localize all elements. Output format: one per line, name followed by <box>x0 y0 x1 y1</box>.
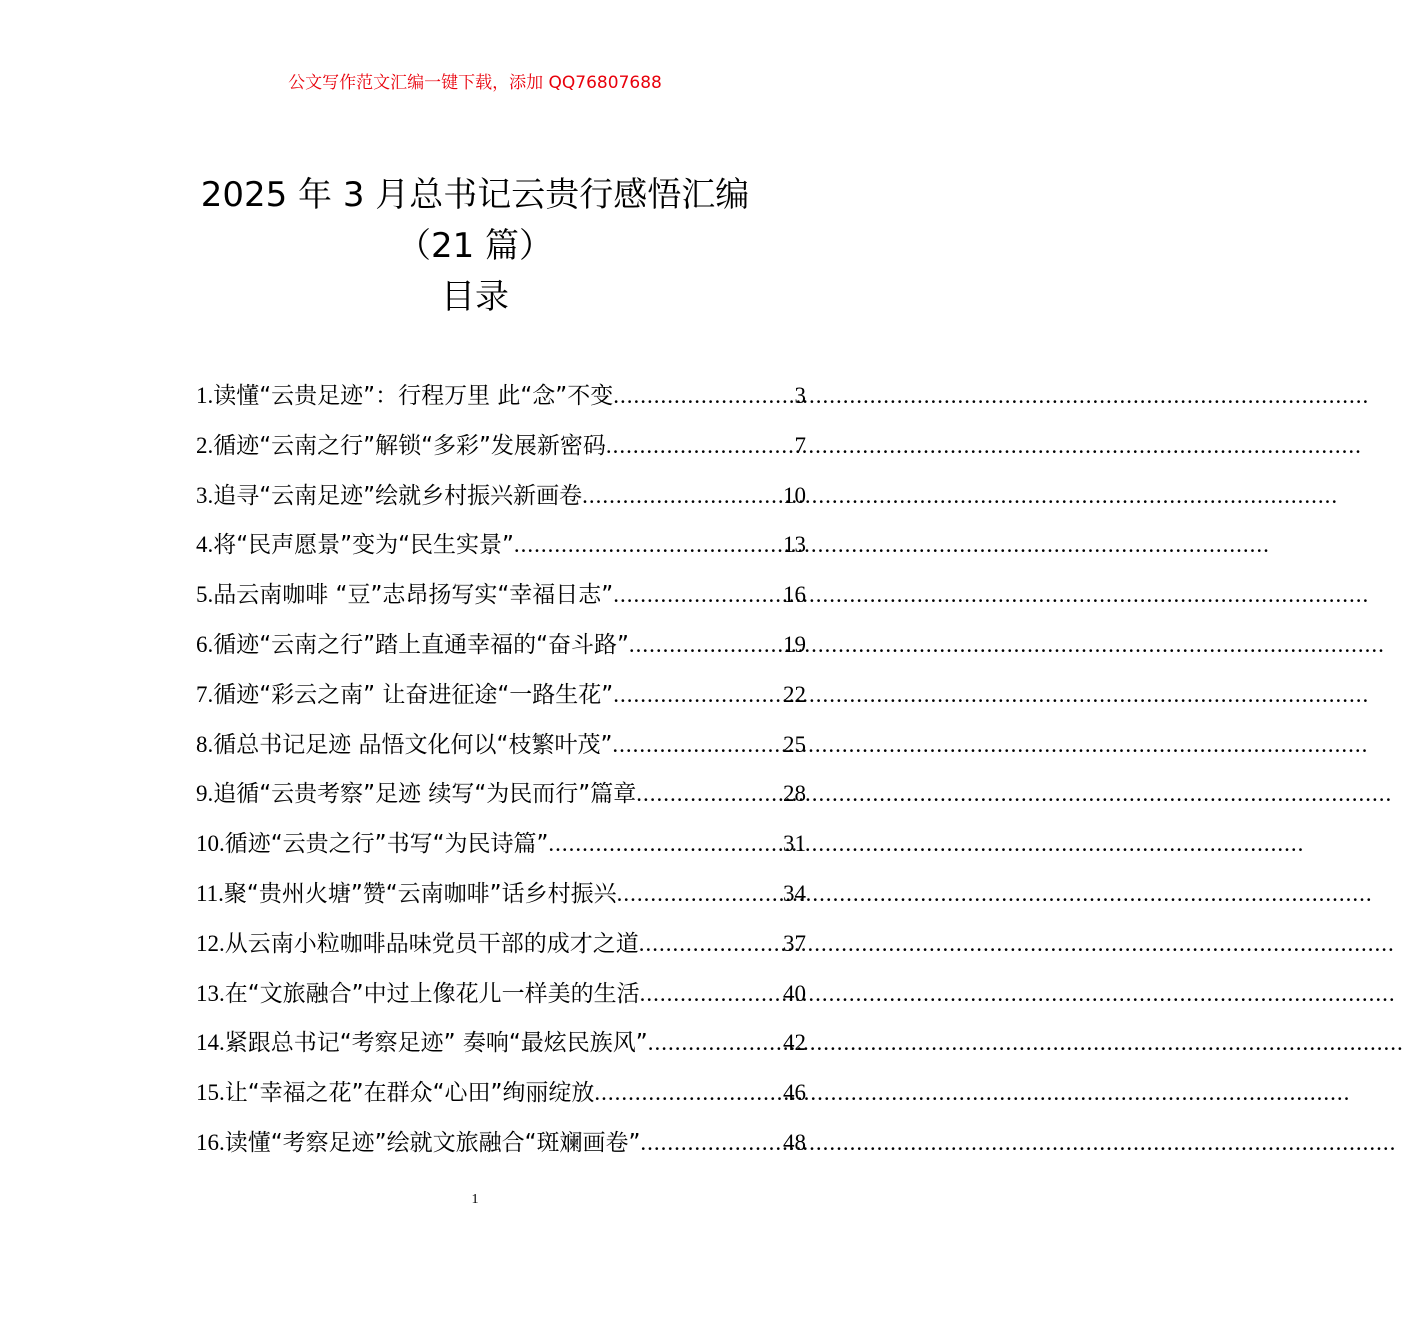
toc-entry-number: 7. <box>196 681 214 707</box>
toc-entry-page: 48 <box>783 1129 806 1155</box>
toc-entry-number: 2. <box>196 432 214 458</box>
toc-entry-number: 15. <box>196 1080 225 1106</box>
toc-entry-title: 读懂“考察足迹”绘就文旅融合“斑斓画卷” <box>224 1129 641 1156</box>
toc-entry-page: 16 <box>783 582 806 608</box>
toc-entry-number: 1. <box>196 383 214 408</box>
toc-entry[interactable] <box>196 423 806 473</box>
toc-entry-page: 31 <box>783 831 806 857</box>
toc-entry-page: 28 <box>783 781 806 807</box>
toc-entry-title: 循迹“云南之行”踏上直通幸福的“奋斗路” <box>213 631 629 658</box>
toc-entry-page: 42 <box>783 1030 806 1056</box>
toc-entry-title: 聚“贵州火塘”赞“云南咖啡”话乡村振兴 <box>223 880 617 907</box>
toc-dot-leader <box>640 971 783 1017</box>
toc-dot-leader <box>640 1120 783 1166</box>
toc-dot-leader <box>648 1020 783 1066</box>
toc-entry[interactable] <box>196 871 806 921</box>
toc-entry-page: 7 <box>794 432 806 458</box>
toc-entry[interactable] <box>196 771 806 821</box>
toc-entry[interactable] <box>196 572 806 622</box>
toc-entry-title: 追循“云贵考察”足迹 续写“为民而行”篇章 <box>213 781 637 808</box>
document-title <box>0 170 950 323</box>
toc-entry-number: 5. <box>196 582 214 608</box>
toc-entry[interactable] <box>196 821 806 871</box>
toc-entry-number: 4. <box>196 532 214 558</box>
toc-entry-page: 3 <box>794 383 806 408</box>
toc-dot-leader <box>636 771 783 817</box>
toc-dot-leader <box>548 821 783 867</box>
toc-entry[interactable] <box>196 722 806 772</box>
toc-dot-leader <box>612 722 783 768</box>
toc-entry[interactable] <box>196 1120 806 1170</box>
toc-entry-title: 循迹“云贵之行”书写“为民诗篇” <box>224 831 549 858</box>
toc-entry-title: 读懂“云贵足迹”：行程万里 此“念”不变 <box>213 383 614 409</box>
toc-entry-title: 将“民声愿景”变为“民生实景” <box>213 532 514 559</box>
toc-dot-leader <box>594 1070 783 1116</box>
toc-dot-leader <box>606 423 795 469</box>
toc-entry-page: 19 <box>783 631 806 657</box>
toc-entry-number: 3. <box>196 482 214 508</box>
toc-entry-title: 从云南小粒咖啡品味党员干部的成才之道 <box>224 930 639 957</box>
toc-dot-leader <box>617 871 783 917</box>
toc-entry-title: 品云南咖啡 “豆”志昂扬写实“幸福日志” <box>213 582 614 609</box>
toc-entry-title: 循迹“彩云之南” 让奋进征途“一路生花” <box>213 681 614 708</box>
toc-entry-title: 让“幸福之花”在群众“心田”绚丽绽放 <box>224 1080 595 1107</box>
toc-entry[interactable] <box>196 921 806 971</box>
toc-entry[interactable] <box>196 522 806 572</box>
toc-entry-page: 22 <box>783 681 806 707</box>
page-number: 1 <box>471 1192 479 1207</box>
toc-entry-number: 6. <box>196 631 214 657</box>
toc-entry-number: 14. <box>196 1030 225 1056</box>
toc-entry-title: 追寻“云南足迹”绘就乡村振兴新画卷 <box>213 482 583 509</box>
toc-entry[interactable] <box>196 672 806 722</box>
toc-entry-page: 37 <box>783 930 806 956</box>
toc-entry-number: 9. <box>196 781 214 807</box>
toc-entry-page: 10 <box>783 482 806 508</box>
toc-entry[interactable] <box>196 1020 806 1070</box>
toc-entry-title: 循总书记足迹 品悟文化何以“枝繁叶茂” <box>213 731 613 758</box>
toc-entry-number: 10. <box>196 831 225 857</box>
toc-entry-number: 12. <box>196 930 225 956</box>
toc-dot-leader <box>639 921 783 967</box>
toc-entry-number: 8. <box>196 731 214 757</box>
toc-dot-leader <box>629 622 783 668</box>
toc-entry-page: 25 <box>783 731 806 757</box>
toc-entry-page: 13 <box>783 532 806 558</box>
table-of-contents <box>196 373 806 1170</box>
toc-dot-leader <box>613 373 794 419</box>
toc-entry[interactable] <box>196 622 806 672</box>
toc-entry-page: 34 <box>783 880 806 906</box>
toc-entry-number: 11. <box>196 880 224 906</box>
toc-entry-number: 16. <box>196 1129 225 1155</box>
toc-entry-number: 13. <box>196 980 225 1006</box>
title-line-1: 2025 年 3 月总书记云贵行感悟汇编 <box>200 175 750 215</box>
toc-entry[interactable] <box>196 1070 806 1120</box>
title-line-2: （21 篇） <box>396 226 554 266</box>
toc-entry-title: 循迹“云南之行”解锁“多彩”发展新密码 <box>213 432 606 459</box>
toc-dot-leader <box>613 672 783 718</box>
toc-entry-page: 46 <box>783 1080 806 1106</box>
toc-entry-page: 40 <box>783 980 806 1006</box>
toc-dot-leader <box>582 473 783 519</box>
toc-dot-leader <box>613 572 783 618</box>
toc-entry-title: 紧跟总书记“考察足迹” 奏响“最炫民族风” <box>224 1030 648 1057</box>
toc-dot-leader <box>514 522 783 568</box>
toc-entry[interactable] <box>196 971 806 1021</box>
toc-entry-title: 在“文旅融合”中过上像花儿一样美的生活 <box>224 980 640 1007</box>
toc-heading: 目录 <box>441 277 509 317</box>
toc-entry[interactable] <box>196 373 806 423</box>
download-notice: 公文写作范文汇编一键下载，添加 QQ76807688 <box>288 73 662 93</box>
toc-entry[interactable] <box>196 473 806 523</box>
